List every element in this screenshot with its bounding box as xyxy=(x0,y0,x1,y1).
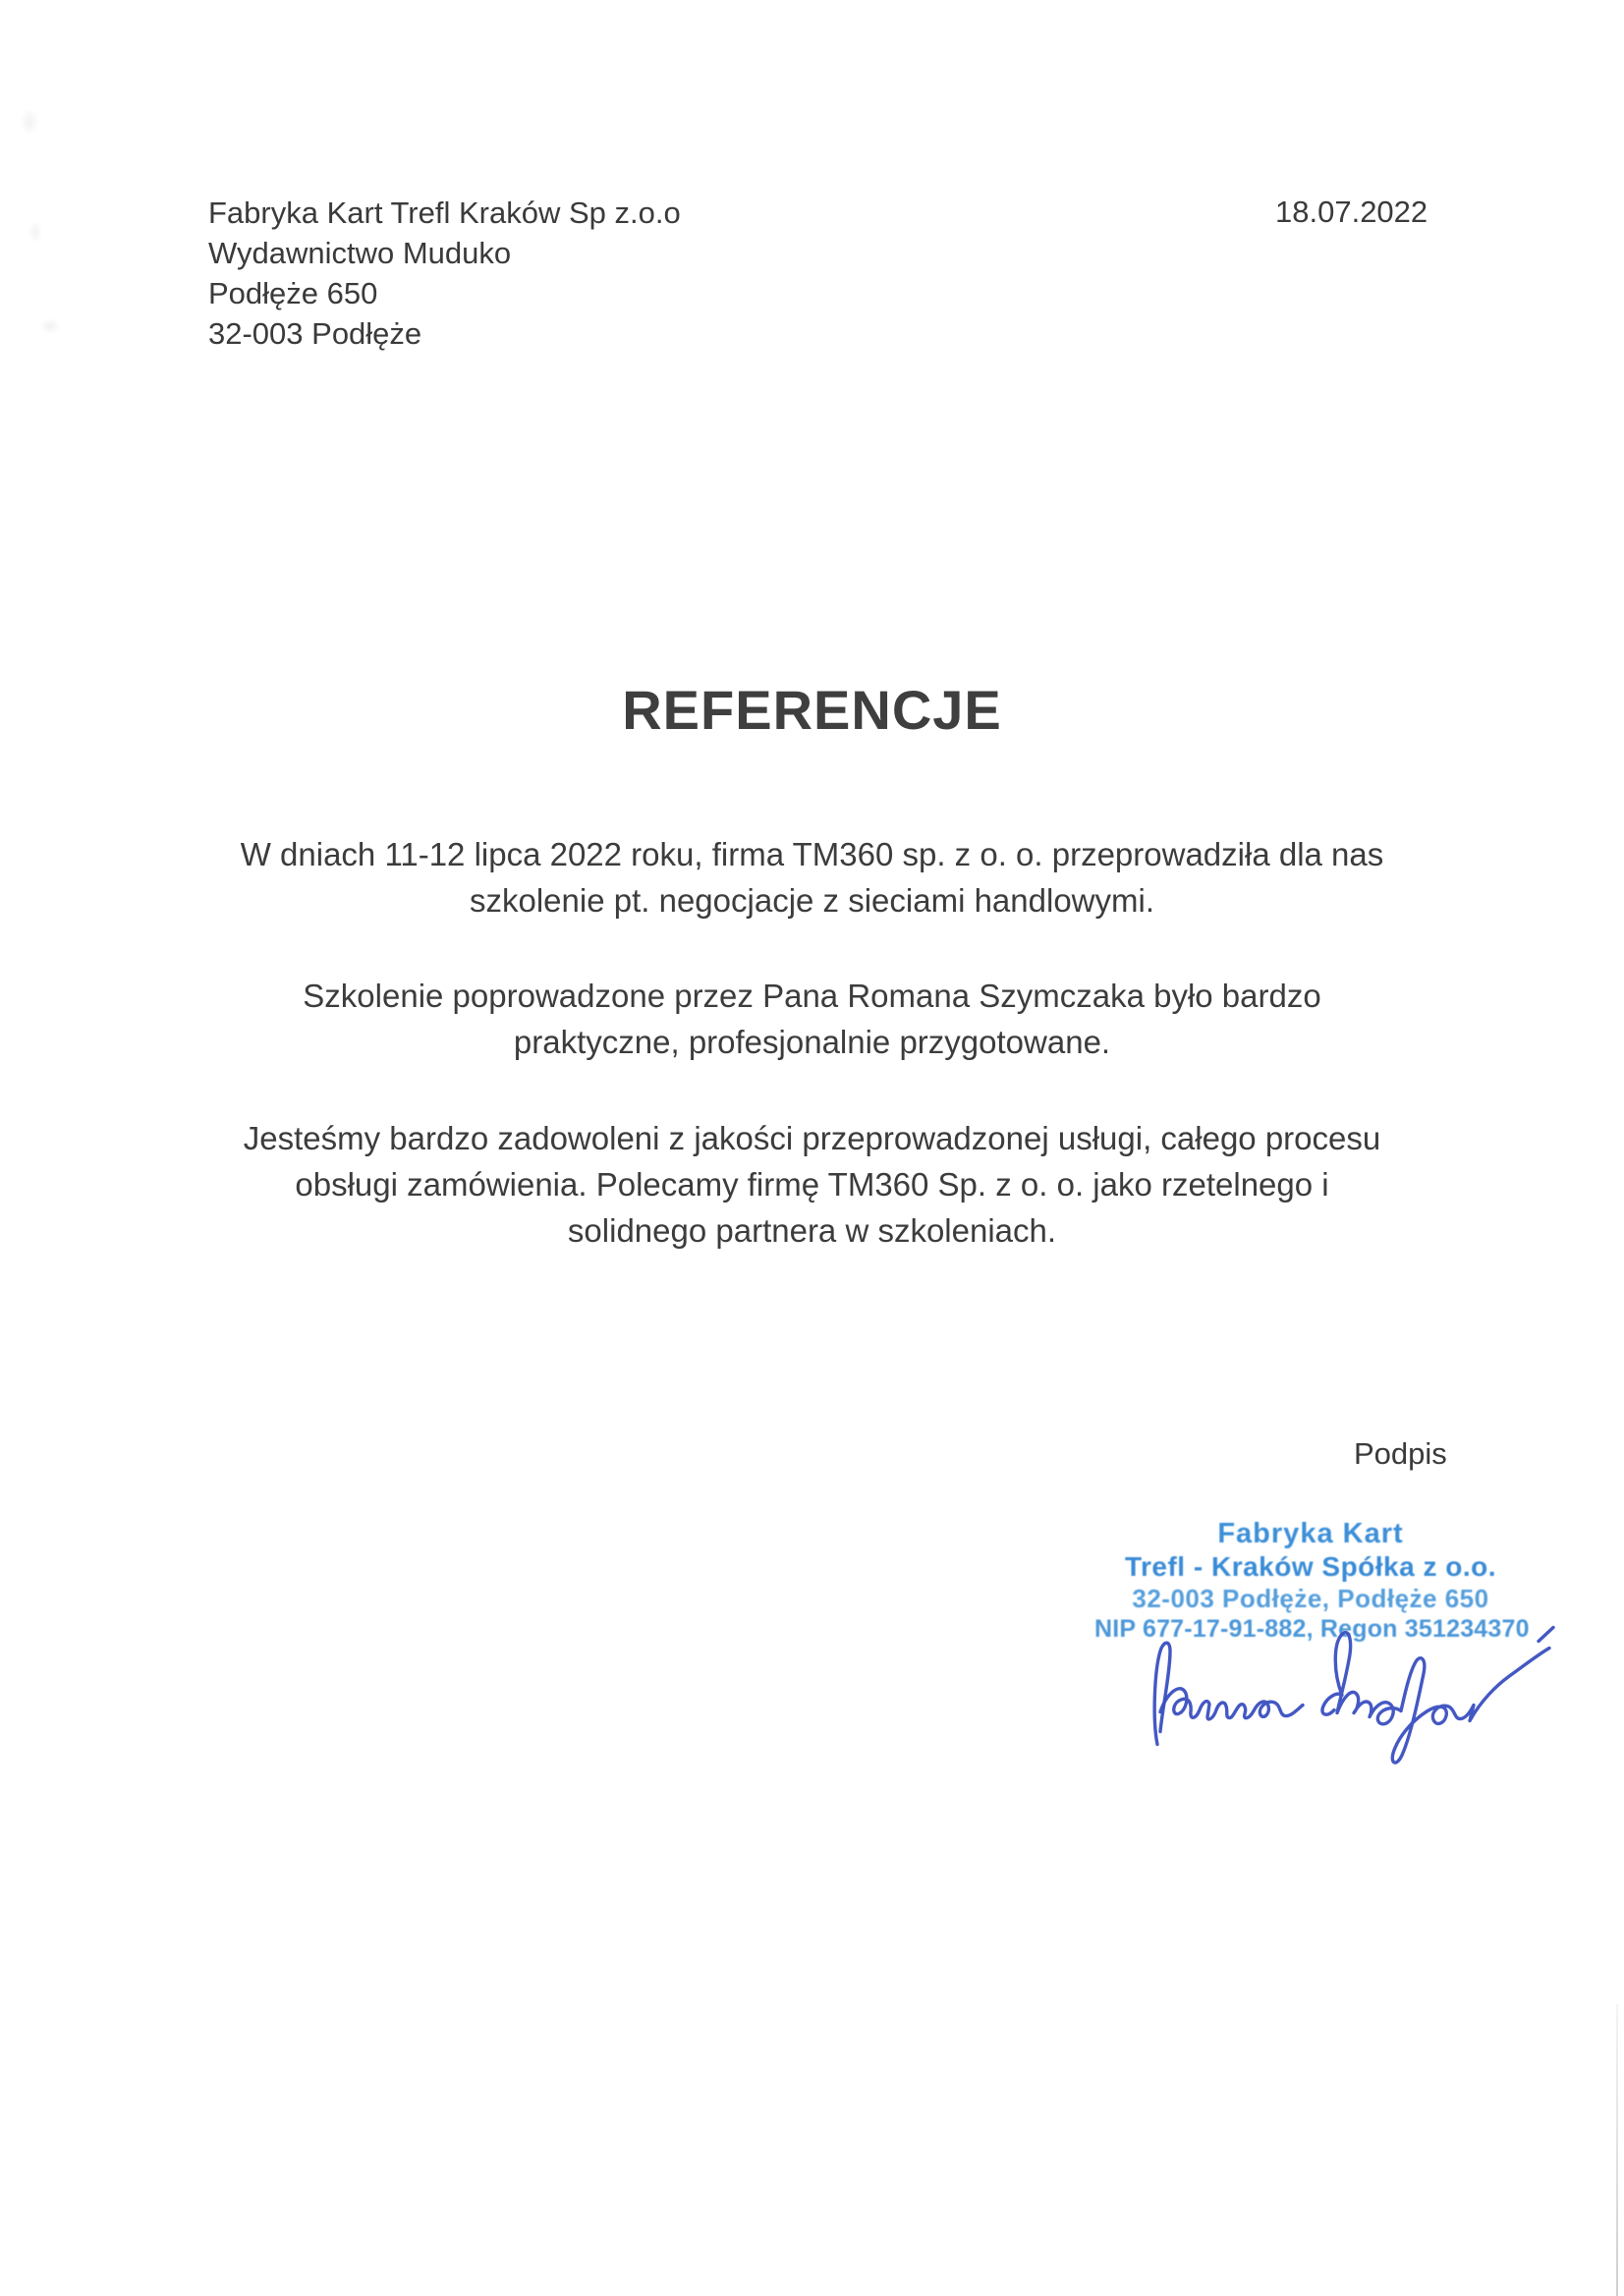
address-line: Podłęże 650 xyxy=(208,276,378,310)
stamp-line: Fabryka Kart xyxy=(1217,1518,1404,1549)
paragraph-line: praktyczne, profesjonalnie przygotowane. xyxy=(513,1024,1111,1060)
document-date: 18.07.2022 xyxy=(1275,195,1428,229)
address-line: 32-003 Podłęże xyxy=(208,316,422,351)
address-line: Wydawnictwo Muduko xyxy=(208,236,512,270)
paragraph-line: Szkolenie poprowadzone przez Pana Romana Szymczaka było bardzo xyxy=(303,978,1321,1014)
paragraph xyxy=(0,1115,1624,1254)
scan-corner-artifact xyxy=(18,59,77,373)
signature-handwriting xyxy=(1145,1599,1567,1781)
paragraph xyxy=(0,973,1624,1065)
address-line: Fabryka Kart Trefl Kraków Sp z.o.o xyxy=(208,196,681,230)
scan-edge-artifact xyxy=(1616,2004,1618,2296)
paragraph-line: szkolenie pt. negocjacje z sieciami handlowymi. xyxy=(470,882,1154,919)
paragraph-line: Jesteśmy bardzo zadowoleni z jakości przeprowadzonej usługi, całego procesu xyxy=(243,1120,1381,1156)
paragraph-line: solidnego partnera w szkoleniach. xyxy=(567,1212,1057,1249)
stamp-line: NIP 677-17-91-882, Regon 351234370 xyxy=(1094,1615,1530,1643)
stamp-line: 32-003 Podłęże, Podłęże 650 xyxy=(1132,1584,1489,1613)
signature-label: Podpis xyxy=(1354,1436,1447,1471)
sender-address-block xyxy=(208,193,681,354)
paragraph xyxy=(0,831,1624,924)
paragraph-line: obsługi zamówienia. Polecamy firmę TM360 Sp. z o. o. jako rzetelnego i xyxy=(295,1166,1329,1203)
stamp-line: Trefl - Kraków Spółka z o.o. xyxy=(1124,1551,1497,1582)
paragraph-line: W dniach 11-12 lipca 2022 roku, firma TM360 sp. z o. o. przeprowadziła dla nas xyxy=(240,836,1384,872)
document-title: REFERENCJE xyxy=(622,679,1002,741)
